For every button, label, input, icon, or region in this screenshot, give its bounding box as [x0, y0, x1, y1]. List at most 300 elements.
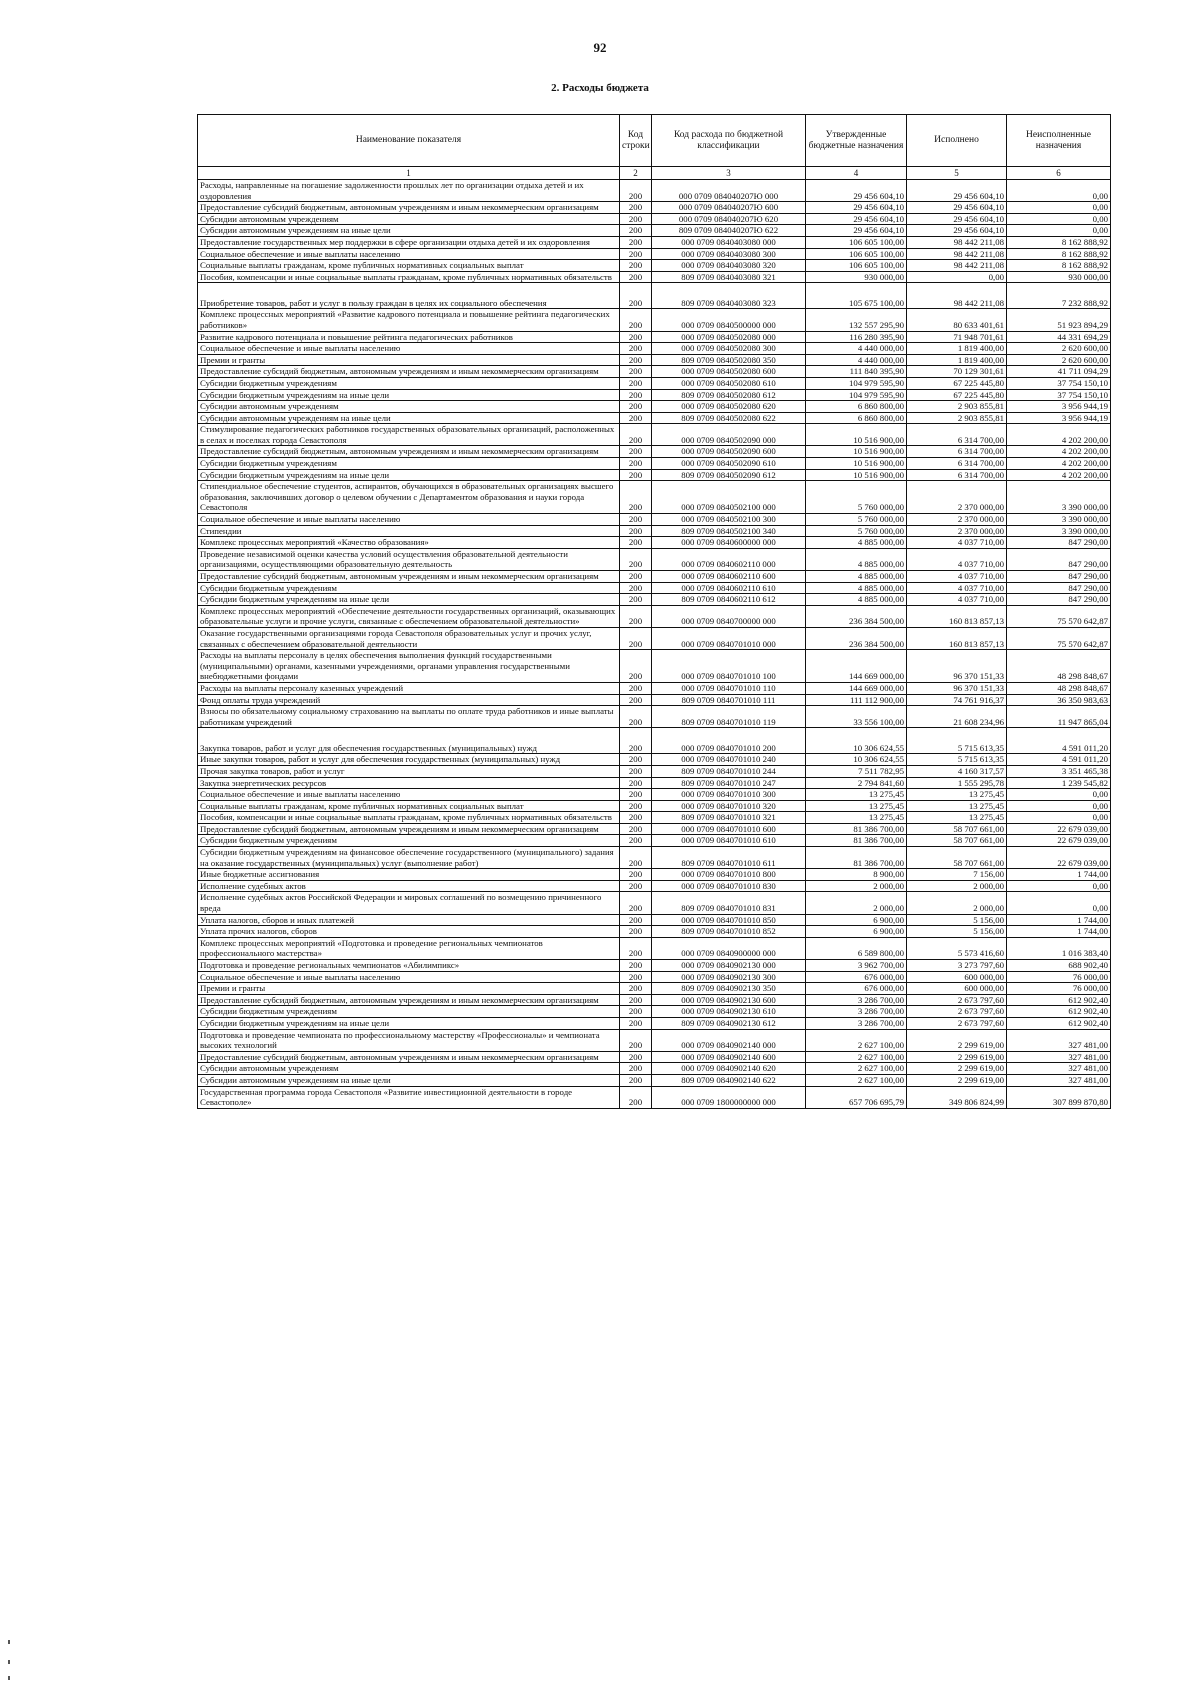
table-row — [198, 225, 1111, 237]
row-classification-code: 000 0709 0840701010 100 — [652, 650, 806, 683]
row-unexecuted: 4 202 200,00 — [1007, 424, 1111, 446]
table-row — [198, 283, 1111, 309]
table-row — [198, 354, 1111, 366]
row-approved: 10 516 900,00 — [806, 458, 907, 470]
table-row — [198, 446, 1111, 458]
row-code: 200 — [620, 994, 652, 1006]
row-classification-code: 000 0709 0840701010 600 — [652, 823, 806, 835]
table-row — [198, 548, 1111, 570]
row-executed: 4 160 317,57 — [907, 765, 1007, 777]
table-row — [198, 1006, 1111, 1018]
row-name: Предоставление субсидий бюджетным, автономным учреждениям и иным некоммерческим организациям — [198, 446, 620, 458]
row-unexecuted: 1 744,00 — [1007, 914, 1111, 926]
row-approved: 4 885 000,00 — [806, 548, 907, 570]
row-classification-code: 000 0709 0840902140 600 — [652, 1051, 806, 1063]
row-classification-code: 000 0709 0840902130 000 — [652, 960, 806, 972]
table-row — [198, 271, 1111, 283]
table-row — [198, 424, 1111, 446]
row-name: Субсидии бюджетным учреждениям — [198, 835, 620, 847]
row-code: 200 — [620, 271, 652, 283]
row-classification-code: 809 0709 0840403080 321 — [652, 271, 806, 283]
row-approved: 236 384 500,00 — [806, 605, 907, 627]
row-executed: 1 555 295,78 — [907, 777, 1007, 789]
row-unexecuted: 3 956 944,19 — [1007, 401, 1111, 413]
row-classification-code: 809 0709 084040207Ю 622 — [652, 225, 806, 237]
row-name: Расходы на выплаты персоналу казенных учреждений — [198, 682, 620, 694]
row-classification-code: 000 0709 0840502080 610 — [652, 377, 806, 389]
row-unexecuted: 4 591 011,20 — [1007, 754, 1111, 766]
row-approved: 930 000,00 — [806, 271, 907, 283]
row-classification-code: 000 0709 0840403080 320 — [652, 260, 806, 272]
row-approved: 106 605 100,00 — [806, 248, 907, 260]
row-code: 200 — [620, 605, 652, 627]
scan-mark — [8, 1676, 10, 1680]
row-classification-code: 000 0709 0840502080 600 — [652, 366, 806, 378]
row-classification-code: 809 0709 0840701010 247 — [652, 777, 806, 789]
row-executed: 2 000,00 — [907, 880, 1007, 892]
row-code: 200 — [620, 401, 652, 413]
row-classification-code: 000 0709 0840700000 000 — [652, 605, 806, 627]
row-executed: 4 037 710,00 — [907, 594, 1007, 606]
row-name: Комплекс процессных мероприятий «Развитие кадрового потенциала и повышение рейтинга педагогических работников» — [198, 309, 620, 331]
row-code: 200 — [620, 236, 652, 248]
row-approved: 4 440 000,00 — [806, 343, 907, 355]
row-approved: 4 885 000,00 — [806, 571, 907, 583]
row-executed: 98 442 211,08 — [907, 248, 1007, 260]
header-code: Код строки — [620, 115, 652, 167]
row-name: Субсидии автономным учреждениям на иные цели — [198, 412, 620, 424]
row-name: Исполнение судебных актов Российской Федерации и мировых соглашений по возмещению причиненного вреда — [198, 892, 620, 914]
table-row — [198, 728, 1111, 754]
row-approved: 13 275,45 — [806, 789, 907, 801]
table-row — [198, 765, 1111, 777]
row-unexecuted: 11 947 865,04 — [1007, 706, 1111, 728]
row-code: 200 — [620, 225, 652, 237]
row-name: Социальное обеспечение и иные выплаты населению — [198, 971, 620, 983]
row-executed: 0,00 — [907, 271, 1007, 283]
table-row — [198, 789, 1111, 801]
row-name: Подготовка и проведение чемпионата по профессиональному мастерству «Профессионалы» и чемпионата высоких технологий — [198, 1029, 620, 1051]
row-executed: 3 273 797,60 — [907, 960, 1007, 972]
row-code: 200 — [620, 582, 652, 594]
row-name: Закупка энергетических ресурсов — [198, 777, 620, 789]
row-name: Социальное обеспечение и иные выплаты населению — [198, 248, 620, 260]
row-approved: 7 511 782,95 — [806, 765, 907, 777]
row-classification-code: 809 0709 0840701010 111 — [652, 694, 806, 706]
row-executed: 600 000,00 — [907, 983, 1007, 995]
row-name: Социальные выплаты гражданам, кроме публичных нормативных социальных выплат — [198, 800, 620, 812]
header-name: Наименование показателя — [198, 115, 620, 167]
row-approved: 2 000,00 — [806, 880, 907, 892]
row-code: 200 — [620, 869, 652, 881]
row-approved: 657 706 695,79 — [806, 1086, 907, 1108]
row-unexecuted: 327 481,00 — [1007, 1063, 1111, 1075]
row-classification-code: 809 0709 0840701010 244 — [652, 765, 806, 777]
row-code: 200 — [620, 514, 652, 526]
row-classification-code: 809 0709 0840701010 321 — [652, 812, 806, 824]
row-name: Стипендиальное обеспечение студентов, аспирантов, обучающихся в образовательных организациях высшего образования, заключивших договор о целевом обучении с Департаментом образования и науки города Севастополя — [198, 481, 620, 514]
row-code: 200 — [620, 1063, 652, 1075]
row-code: 200 — [620, 1029, 652, 1051]
row-classification-code: 809 0709 0840701010 119 — [652, 706, 806, 728]
row-executed: 2 000,00 — [907, 892, 1007, 914]
column-number: 5 — [907, 167, 1007, 180]
row-code: 200 — [620, 706, 652, 728]
row-code: 200 — [620, 283, 652, 309]
row-code: 200 — [620, 880, 652, 892]
row-name: Государственная программа города Севастополя «Развитие инвестиционной деятельности в городе Севастополе» — [198, 1086, 620, 1108]
row-name: Предоставление государственных мер поддержки в сфере организации отдыха детей и их оздоровления — [198, 236, 620, 248]
row-classification-code: 000 0709 0840502080 000 — [652, 331, 806, 343]
row-executed: 29 456 604,10 — [907, 213, 1007, 225]
table-row — [198, 537, 1111, 549]
row-approved: 4 440 000,00 — [806, 354, 907, 366]
row-approved: 116 280 395,90 — [806, 331, 907, 343]
row-name: Социальное обеспечение и иные выплаты населению — [198, 789, 620, 801]
row-approved: 29 456 604,10 — [806, 180, 907, 202]
row-executed: 67 225 445,80 — [907, 389, 1007, 401]
column-number: 3 — [652, 167, 806, 180]
table-row — [198, 481, 1111, 514]
row-approved: 676 000,00 — [806, 983, 907, 995]
row-name: Уплата налогов, сборов и иных платежей — [198, 914, 620, 926]
row-classification-code: 000 0709 0840902140 620 — [652, 1063, 806, 1075]
row-code: 200 — [620, 847, 652, 869]
row-unexecuted: 3 351 465,38 — [1007, 765, 1111, 777]
row-classification-code: 809 0709 0840403080 323 — [652, 283, 806, 309]
row-unexecuted: 41 711 094,29 — [1007, 366, 1111, 378]
row-name: Комплекс процессных мероприятий «Подготовка и проведение региональных чемпионатов профессионального мастерства» — [198, 937, 620, 959]
row-approved: 144 669 000,00 — [806, 650, 907, 683]
row-executed: 6 314 700,00 — [907, 458, 1007, 470]
table-row — [198, 236, 1111, 248]
row-classification-code: 000 0709 0840701010 240 — [652, 754, 806, 766]
row-code: 200 — [620, 777, 652, 789]
row-executed: 5 573 416,60 — [907, 937, 1007, 959]
row-executed: 98 442 211,08 — [907, 236, 1007, 248]
row-executed: 349 806 824,99 — [907, 1086, 1007, 1108]
row-unexecuted: 4 202 200,00 — [1007, 446, 1111, 458]
row-name: Субсидии бюджетным учреждениям — [198, 582, 620, 594]
table-row — [198, 594, 1111, 606]
row-executed: 2 673 797,60 — [907, 1017, 1007, 1029]
row-name: Субсидии автономным учреждениям на иные цели — [198, 225, 620, 237]
table-row — [198, 983, 1111, 995]
row-classification-code: 809 0709 0840902130 350 — [652, 983, 806, 995]
row-classification-code: 809 0709 0840902130 612 — [652, 1017, 806, 1029]
row-code: 200 — [620, 1017, 652, 1029]
row-code: 200 — [620, 248, 652, 260]
row-executed: 58 707 661,00 — [907, 847, 1007, 869]
row-classification-code: 000 0709 0840600000 000 — [652, 537, 806, 549]
row-executed: 58 707 661,00 — [907, 835, 1007, 847]
row-executed: 29 456 604,10 — [907, 202, 1007, 214]
table-body — [198, 180, 1111, 1109]
row-name: Закупка товаров, работ и услуг для обеспечения государственных (муниципальных) нужд — [198, 728, 620, 754]
row-name: Комплекс процессных мероприятий «Качество образования» — [198, 537, 620, 549]
row-code: 200 — [620, 537, 652, 549]
row-approved: 104 979 595,90 — [806, 389, 907, 401]
row-executed: 600 000,00 — [907, 971, 1007, 983]
row-code: 200 — [620, 202, 652, 214]
row-code: 200 — [620, 1074, 652, 1086]
row-unexecuted: 8 162 888,92 — [1007, 260, 1111, 272]
row-classification-code: 000 0709 0840403080 300 — [652, 248, 806, 260]
table-row — [198, 248, 1111, 260]
row-unexecuted: 847 290,00 — [1007, 548, 1111, 570]
table-row — [198, 582, 1111, 594]
row-unexecuted: 0,00 — [1007, 225, 1111, 237]
row-approved: 29 456 604,10 — [806, 202, 907, 214]
row-code: 200 — [620, 789, 652, 801]
row-code: 200 — [620, 469, 652, 481]
row-executed: 160 813 857,13 — [907, 605, 1007, 627]
row-unexecuted: 0,00 — [1007, 800, 1111, 812]
row-unexecuted: 0,00 — [1007, 202, 1111, 214]
row-name: Субсидии автономным учреждениям — [198, 401, 620, 413]
row-classification-code: 000 0709 0840602110 610 — [652, 582, 806, 594]
row-classification-code: 000 0709 0840902140 000 — [652, 1029, 806, 1051]
row-approved: 6 900,00 — [806, 914, 907, 926]
row-unexecuted: 0,00 — [1007, 213, 1111, 225]
row-classification-code: 000 0709 0840403080 000 — [652, 236, 806, 248]
row-approved: 2 000,00 — [806, 892, 907, 914]
row-executed: 2 370 000,00 — [907, 525, 1007, 537]
table-row — [198, 260, 1111, 272]
row-code: 200 — [620, 765, 652, 777]
row-unexecuted: 1 016 383,40 — [1007, 937, 1111, 959]
row-approved: 10 306 624,55 — [806, 754, 907, 766]
table-row — [198, 937, 1111, 959]
row-executed: 74 761 916,37 — [907, 694, 1007, 706]
row-unexecuted: 930 000,00 — [1007, 271, 1111, 283]
row-approved: 81 386 700,00 — [806, 823, 907, 835]
row-classification-code: 000 0709 0840502090 000 — [652, 424, 806, 446]
row-code: 200 — [620, 926, 652, 938]
row-code: 200 — [620, 571, 652, 583]
row-approved: 81 386 700,00 — [806, 835, 907, 847]
row-unexecuted: 0,00 — [1007, 789, 1111, 801]
row-approved: 10 516 900,00 — [806, 469, 907, 481]
table-row — [198, 1063, 1111, 1075]
row-name: Пособия, компенсации и иные социальные выплаты гражданам, кроме публичных нормативных обязательств — [198, 812, 620, 824]
row-classification-code: 000 0709 084040207Ю 000 — [652, 180, 806, 202]
row-approved: 6 589 800,00 — [806, 937, 907, 959]
row-classification-code: 000 0709 0840701010 850 — [652, 914, 806, 926]
row-code: 200 — [620, 525, 652, 537]
row-executed: 6 314 700,00 — [907, 469, 1007, 481]
row-unexecuted: 327 481,00 — [1007, 1051, 1111, 1063]
row-approved: 6 900,00 — [806, 926, 907, 938]
row-unexecuted: 37 754 150,10 — [1007, 377, 1111, 389]
row-code: 200 — [620, 682, 652, 694]
row-classification-code: 000 0709 0840502090 600 — [652, 446, 806, 458]
row-classification-code: 809 0709 0840701010 831 — [652, 892, 806, 914]
row-executed: 98 442 211,08 — [907, 260, 1007, 272]
row-name: Взносы по обязательному социальному страхованию на выплаты по оплате труда работников и иные выплаты работникам учреждений — [198, 706, 620, 728]
table-row — [198, 401, 1111, 413]
row-executed: 6 314 700,00 — [907, 424, 1007, 446]
row-classification-code: 000 0709 0840701010 320 — [652, 800, 806, 812]
row-approved: 2 627 100,00 — [806, 1063, 907, 1075]
row-approved: 5 760 000,00 — [806, 525, 907, 537]
row-code: 200 — [620, 354, 652, 366]
table-row — [198, 706, 1111, 728]
row-approved: 2 627 100,00 — [806, 1029, 907, 1051]
row-approved: 10 516 900,00 — [806, 424, 907, 446]
row-code: 200 — [620, 1051, 652, 1063]
row-name: Субсидии бюджетным учреждениям на иные цели — [198, 1017, 620, 1029]
row-unexecuted: 75 570 642,87 — [1007, 605, 1111, 627]
row-code: 200 — [620, 971, 652, 983]
row-code: 200 — [620, 937, 652, 959]
table-row — [198, 994, 1111, 1006]
row-executed: 29 456 604,10 — [907, 225, 1007, 237]
row-name: Субсидии бюджетным учреждениям — [198, 1006, 620, 1018]
row-name: Фонд оплаты труда учреждений — [198, 694, 620, 706]
table-row — [198, 754, 1111, 766]
row-approved: 132 557 295,90 — [806, 309, 907, 331]
table-row — [198, 377, 1111, 389]
row-classification-code: 809 0709 0840602110 612 — [652, 594, 806, 606]
row-name: Социальное обеспечение и иные выплаты населению — [198, 343, 620, 355]
table-row — [198, 213, 1111, 225]
row-unexecuted: 688 902,40 — [1007, 960, 1111, 972]
row-code: 200 — [620, 309, 652, 331]
row-classification-code: 000 0709 0840701010 610 — [652, 835, 806, 847]
table-row — [198, 971, 1111, 983]
row-approved: 104 979 595,90 — [806, 377, 907, 389]
row-name: Стипендии — [198, 525, 620, 537]
row-executed: 1 819 400,00 — [907, 343, 1007, 355]
row-code: 200 — [620, 594, 652, 606]
row-unexecuted: 847 290,00 — [1007, 582, 1111, 594]
row-approved: 111 840 395,90 — [806, 366, 907, 378]
row-unexecuted: 4 202 200,00 — [1007, 458, 1111, 470]
row-approved: 5 760 000,00 — [806, 481, 907, 514]
table-row — [198, 880, 1111, 892]
row-approved: 2 627 100,00 — [806, 1051, 907, 1063]
row-unexecuted: 847 290,00 — [1007, 571, 1111, 583]
row-approved: 3 286 700,00 — [806, 1017, 907, 1029]
table-row — [198, 571, 1111, 583]
row-approved: 29 456 604,10 — [806, 213, 907, 225]
row-name: Субсидии бюджетным учреждениям на иные цели — [198, 594, 620, 606]
row-unexecuted: 847 290,00 — [1007, 594, 1111, 606]
row-classification-code: 000 0709 0840902130 600 — [652, 994, 806, 1006]
table-row — [198, 627, 1111, 649]
row-executed: 4 037 710,00 — [907, 537, 1007, 549]
row-unexecuted: 0,00 — [1007, 812, 1111, 824]
row-approved: 10 306 624,55 — [806, 728, 907, 754]
table-row — [198, 331, 1111, 343]
row-code: 200 — [620, 331, 652, 343]
row-unexecuted: 847 290,00 — [1007, 537, 1111, 549]
table-row — [198, 389, 1111, 401]
row-classification-code: 000 0709 0840500000 000 — [652, 309, 806, 331]
row-name: Субсидии бюджетным учреждениям на финансовое обеспечение государственного (муниципального) задания на оказание государственных (муниципальных) услуг (выполнение работ) — [198, 847, 620, 869]
row-name: Подготовка и проведение региональных чемпионатов «Абилимпикс» — [198, 960, 620, 972]
row-classification-code: 000 0709 0840701010 830 — [652, 880, 806, 892]
row-executed: 4 037 710,00 — [907, 582, 1007, 594]
row-unexecuted: 22 679 039,00 — [1007, 847, 1111, 869]
scan-mark — [8, 1660, 10, 1664]
row-executed: 80 633 401,61 — [907, 309, 1007, 331]
row-code: 200 — [620, 1086, 652, 1108]
row-approved: 4 885 000,00 — [806, 582, 907, 594]
row-executed: 7 156,00 — [907, 869, 1007, 881]
row-executed: 67 225 445,80 — [907, 377, 1007, 389]
row-code: 200 — [620, 481, 652, 514]
row-name: Предоставление субсидий бюджетным, автономным учреждениям и иным некоммерческим организациям — [198, 1051, 620, 1063]
row-name: Расходы, направленные на погашение задолженности прошлых лет по организации отдыха детей и их оздоровления — [198, 180, 620, 202]
table-row — [198, 914, 1111, 926]
row-classification-code: 000 0709 0840502080 620 — [652, 401, 806, 413]
row-unexecuted: 327 481,00 — [1007, 1029, 1111, 1051]
column-number: 6 — [1007, 167, 1111, 180]
row-code: 200 — [620, 446, 652, 458]
row-unexecuted: 0,00 — [1007, 180, 1111, 202]
table-row — [198, 525, 1111, 537]
row-approved: 236 384 500,00 — [806, 627, 907, 649]
row-classification-code: 809 0709 0840701010 611 — [652, 847, 806, 869]
row-approved: 144 669 000,00 — [806, 682, 907, 694]
row-executed: 2 299 619,00 — [907, 1063, 1007, 1075]
row-name: Прочая закупка товаров, работ и услуг — [198, 765, 620, 777]
row-executed: 160 813 857,13 — [907, 627, 1007, 649]
row-unexecuted: 48 298 848,67 — [1007, 650, 1111, 683]
row-executed: 2 299 619,00 — [907, 1051, 1007, 1063]
header-classification: Код расхода по бюджетной классификации — [652, 115, 806, 167]
row-approved: 2 627 100,00 — [806, 1074, 907, 1086]
row-unexecuted: 612 902,40 — [1007, 1006, 1111, 1018]
row-unexecuted: 2 620 600,00 — [1007, 354, 1111, 366]
table-row — [198, 960, 1111, 972]
row-name: Расходы на выплаты персоналу в целях обеспечения выполнения функций государственными (муниципальными) органами, казенными учреждениями, органами управления государственными внебюджетными фондами — [198, 650, 620, 683]
row-code: 200 — [620, 835, 652, 847]
row-classification-code: 000 0709 0840902130 300 — [652, 971, 806, 983]
row-name: Иные закупки товаров, работ и услуг для обеспечения государственных (муниципальных) нужд — [198, 754, 620, 766]
row-classification-code: 809 0709 0840502090 612 — [652, 469, 806, 481]
row-name: Социальное обеспечение и иные выплаты населению — [198, 514, 620, 526]
table-row — [198, 1017, 1111, 1029]
row-code: 200 — [620, 754, 652, 766]
row-approved: 2 794 841,60 — [806, 777, 907, 789]
column-number: 2 — [620, 167, 652, 180]
row-classification-code: 000 0709 0840701010 110 — [652, 682, 806, 694]
row-name: Премии и гранты — [198, 354, 620, 366]
row-classification-code: 809 0709 0840502080 350 — [652, 354, 806, 366]
row-unexecuted: 8 162 888,92 — [1007, 248, 1111, 260]
row-approved: 5 760 000,00 — [806, 514, 907, 526]
header-executed: Исполнено — [907, 115, 1007, 167]
row-code: 200 — [620, 260, 652, 272]
row-name: Социальные выплаты гражданам, кроме публичных нормативных социальных выплат — [198, 260, 620, 272]
row-code: 200 — [620, 377, 652, 389]
row-unexecuted: 307 899 870,80 — [1007, 1086, 1111, 1108]
row-unexecuted: 22 679 039,00 — [1007, 835, 1111, 847]
row-unexecuted: 3 390 000,00 — [1007, 514, 1111, 526]
row-classification-code: 000 0709 0840602110 600 — [652, 571, 806, 583]
row-executed: 4 037 710,00 — [907, 571, 1007, 583]
row-name: Проведение независимой оценки качества условий осуществления образовательной деятельности организациями, осуществляющими образовательную деятельность — [198, 548, 620, 570]
row-executed: 5 715 613,35 — [907, 728, 1007, 754]
table-row — [198, 800, 1111, 812]
row-approved: 3 286 700,00 — [806, 1006, 907, 1018]
row-code: 200 — [620, 812, 652, 824]
row-name: Уплата прочих налогов, сборов — [198, 926, 620, 938]
table-row — [198, 847, 1111, 869]
